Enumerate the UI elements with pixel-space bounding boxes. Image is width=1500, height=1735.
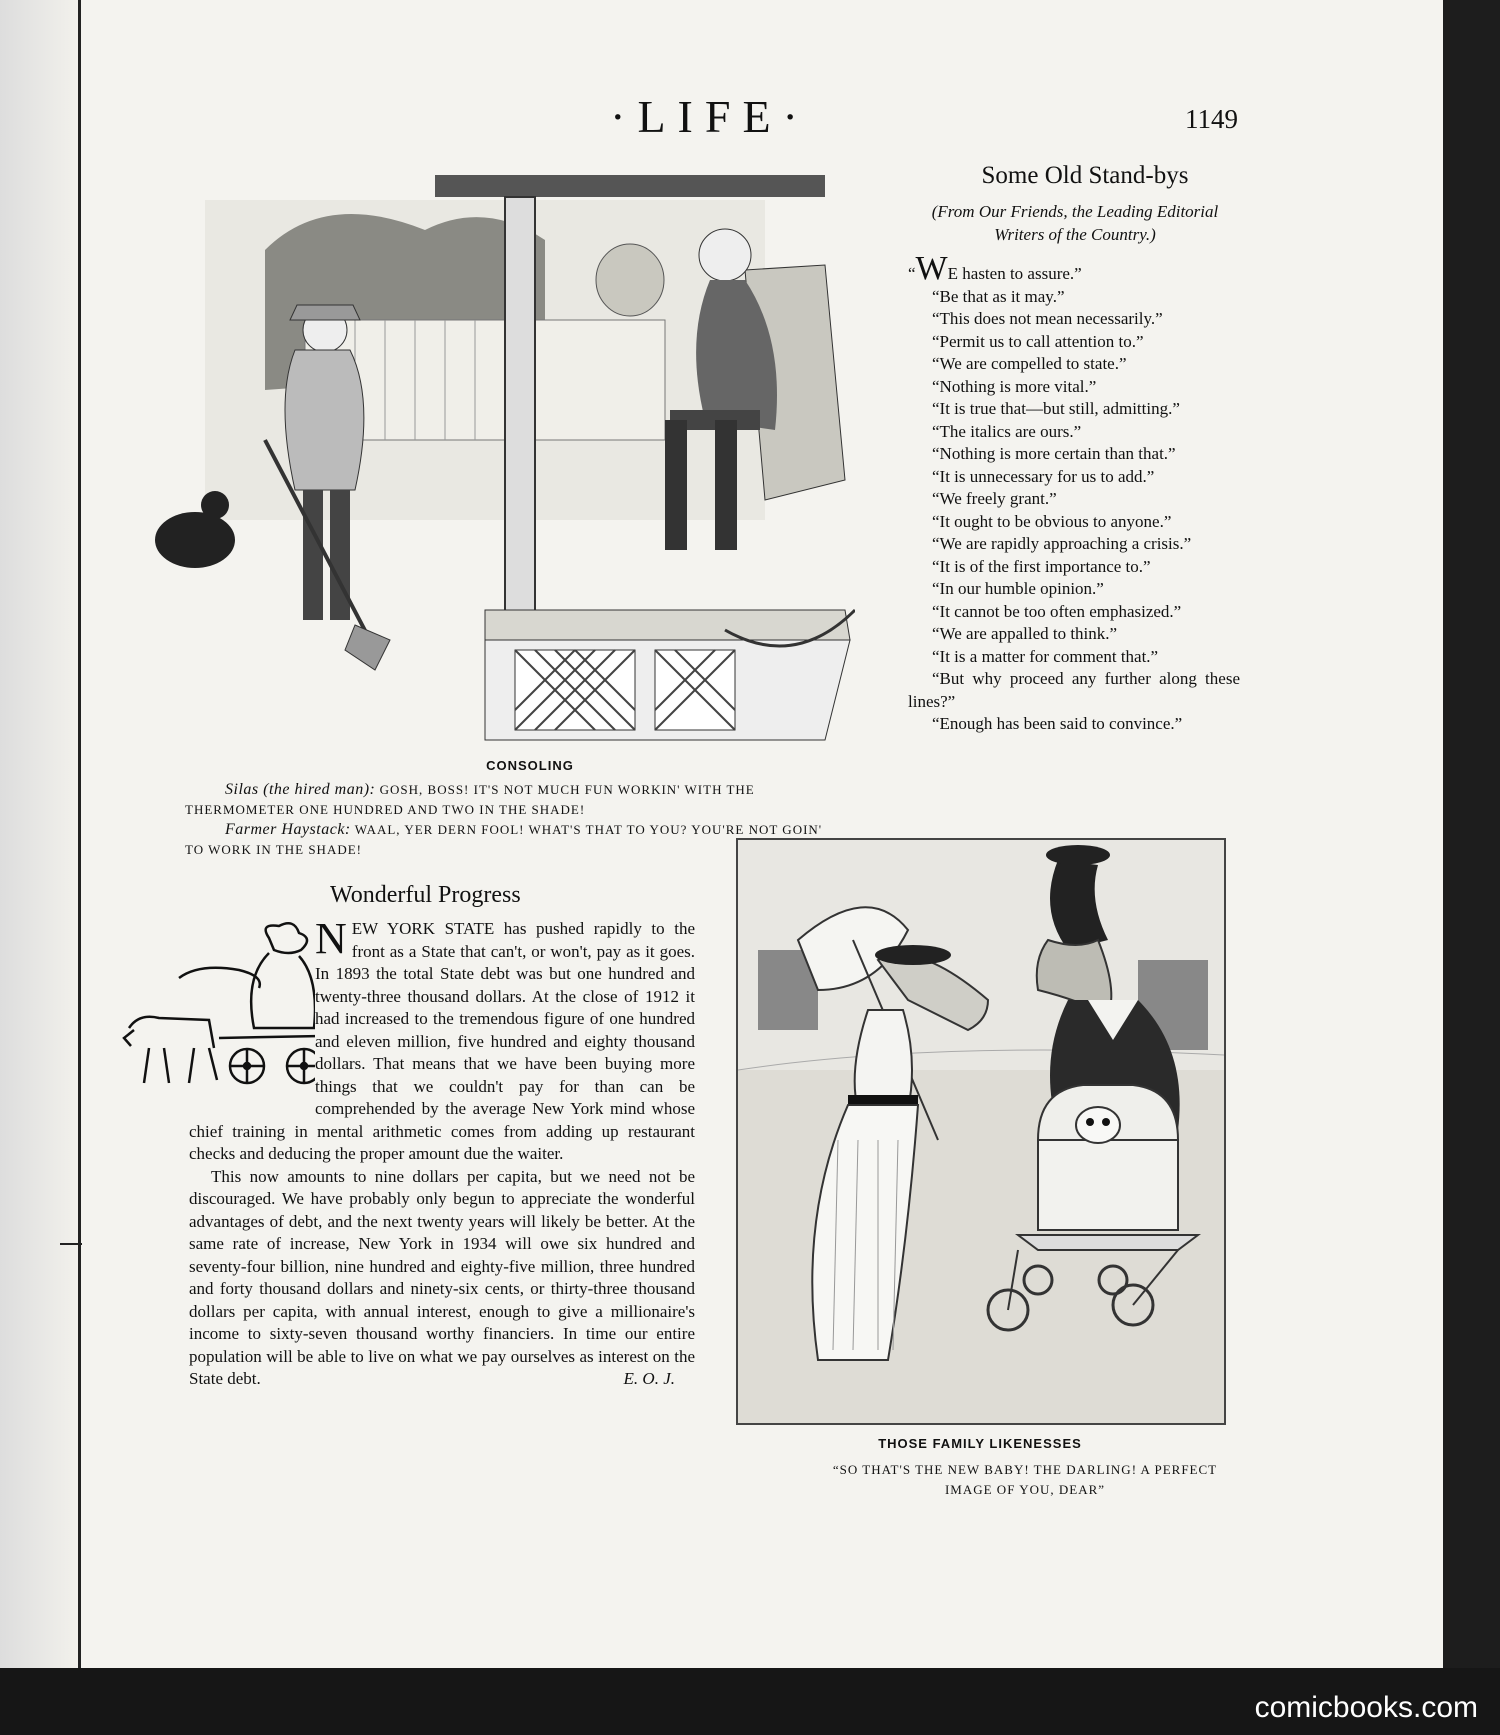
standbys-first-rest: E hasten to assure.” xyxy=(947,264,1082,283)
standbys-line: “It is true that—but still, admitting.” xyxy=(932,399,1180,418)
standbys-line: “Nothing is more certain than that.” xyxy=(932,444,1176,463)
dropcap-w: W xyxy=(915,250,948,287)
standbys-line: “But why proceed any further along these lines?” xyxy=(908,669,1240,711)
progress-heading: Wonderful Progress xyxy=(330,882,521,908)
family-caption-title: THOSE FAMILY LIKENESSES xyxy=(878,1436,1082,1451)
speaker-farmer: Farmer Haystack: xyxy=(225,821,351,838)
standbys-line: “The italics are ours.” xyxy=(932,421,1082,441)
standbys-line: “We are appalled to think.” xyxy=(932,624,1118,643)
standbys-line: “Nothing is more vital.” xyxy=(932,376,1097,396)
standbys-line: “Enough has been said to convince.” xyxy=(932,714,1183,733)
standbys-line: “We freely grant.” xyxy=(932,489,1057,508)
opening-quote-mark: “ xyxy=(908,264,916,283)
binding-shadow xyxy=(0,0,78,1668)
speaker-silas: Silas (the hired man): xyxy=(225,781,376,798)
progress-paragraph-2-text: This now amounts to nine dollars per capita, but we need not be discouraged. We have probably only begun to appreciate the wonderful advantages of debt, and the next twenty years will likely be better. At the same rate of increase, New York in 1934 will owe six hundred and seventy-four billion, nine hundred and eighty-five million, three hundred and forty thousand dollars and ninety-six cents, or thirty-three thousand dollars per capita, with annual interest, enough to give a millionaire's income to sixty-seven thousand worthy financiers. In time our entire population will be able to live on what we pay ourselves as interest on the State debt. xyxy=(189,1166,695,1388)
site-watermark: comicbooks.com xyxy=(1254,1691,1478,1724)
silas-quote: GOSH, BOSS! IT'S NOT MUCH FUN WORKIN' WITH THE THERMOMETER ONE HUNDRED AND TWO IN THE SHADE! xyxy=(185,782,755,817)
consoling-caption-title: CONSOLING xyxy=(486,758,574,773)
page-mark xyxy=(60,1243,82,1245)
family-caption: “SO THAT'S THE NEW BABY! THE DARLING! A PERFECT IMAGE OF YOU, DEAR” xyxy=(832,1462,1218,1497)
author-signature: E. O. J. xyxy=(623,1369,675,1388)
page-number: 1149 xyxy=(1185,104,1238,134)
dogs-with-pram-drawing xyxy=(738,840,1224,1423)
binding-edge xyxy=(78,0,81,1668)
standbys-line: “It is a matter for comment that.” xyxy=(932,646,1159,666)
standbys-first-line xyxy=(908,250,1240,287)
family-likenesses-illustration xyxy=(736,838,1226,1425)
standbys-line: “It is unnecessary for us to add.” xyxy=(932,466,1155,486)
farmer-quote: WAAL, YER DERN FOOL! WHAT'S THAT TO YOU? YOU'RE NOT GOIN' TO WORK IN THE SHADE! xyxy=(185,822,823,857)
progress-paragraph-1-text: EW YORK STATE has pushed rapidly to the front as a State that can't, or won't, pay as it goes. In 1893 the total State debt was but one hundred and twenty-three thousand dollars. At the close of 1912 it had increased to the tremendous figure of one hundred and eleven million, five hundred and eighty thousand dollars. That means that we have been buying more things that we couldn't pay for than can be comprehended by the average New York mind whose chief training in mental arithmetic comes from adding up restaurant checks and deducing the proper amount due the waiter. xyxy=(189,919,695,1163)
porch-scene-drawing xyxy=(125,170,855,745)
standbys-line: “We are rapidly approaching a crisis.” xyxy=(932,534,1192,553)
consoling-illustration xyxy=(125,170,855,745)
standbys-line: “In our humble opinion.” xyxy=(932,579,1104,598)
scan-border-right xyxy=(1443,0,1500,1735)
standbys-list xyxy=(908,250,1240,736)
standbys-line: “Permit us to call attention to.” xyxy=(932,331,1144,351)
progress-paragraph-2 xyxy=(189,1166,695,1391)
standbys-subheading: (From Our Friends, the Leading Editorial Writers of the Country.) xyxy=(931,202,1219,244)
masthead: ·LIFE· xyxy=(610,91,810,142)
standbys-line: “This does not mean necessarily.” xyxy=(932,309,1163,328)
progress-article xyxy=(189,914,695,1391)
pony-cart-drawing xyxy=(119,918,315,1113)
standbys-heading: Some Old Stand-bys xyxy=(981,162,1189,189)
standbys-line: “It is of the first importance to.” xyxy=(932,556,1151,576)
standbys-line: “It ought to be obvious to anyone.” xyxy=(932,511,1172,531)
consoling-line-1 xyxy=(185,780,845,820)
dropcap-n: N xyxy=(315,914,347,963)
standbys-line: “Be that as it may.” xyxy=(932,286,1065,306)
standbys-line: “It cannot be too often emphasized.” xyxy=(932,601,1182,621)
cart-sketch xyxy=(119,918,315,1113)
standbys-line: “We are compelled to state.” xyxy=(932,354,1127,373)
